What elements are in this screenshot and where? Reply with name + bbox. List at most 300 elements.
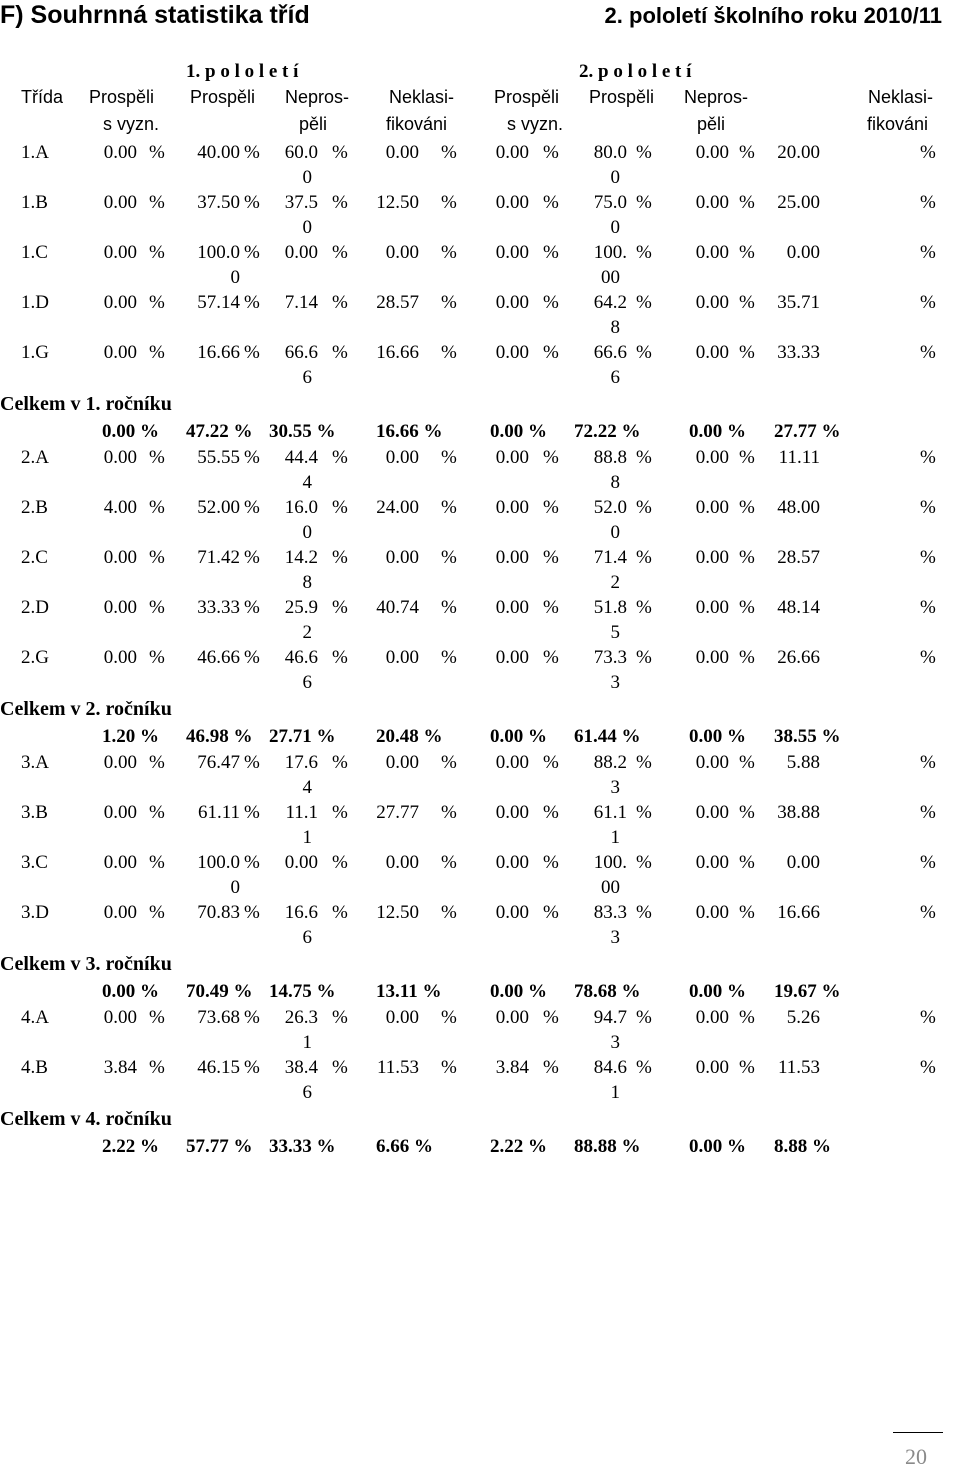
percent-sign: % [920, 497, 936, 518]
cell-value: 0.00 [786, 852, 820, 873]
cell-value: 0.00 [495, 597, 529, 618]
cell-value: 66.6 [284, 342, 318, 363]
percent-sign: % [739, 447, 755, 468]
grade-total-value: 27.71 % [269, 726, 336, 747]
percent-sign: % [920, 547, 936, 568]
percent-sign: % [332, 497, 348, 518]
row-class-name: 3.B [21, 802, 48, 823]
cell-value: 44.4 [284, 447, 318, 468]
cell-value-wrap: 1 [610, 827, 620, 848]
cell-value: 16.66 [777, 902, 820, 923]
percent-sign: % [543, 902, 559, 923]
cell-value: 37.50 [197, 192, 240, 213]
cell-value: 0.00 [695, 497, 729, 518]
cell-value: 3.84 [495, 1057, 529, 1078]
grade-total-value: 78.68 % [574, 981, 641, 1002]
cell-value: 16.66 [376, 342, 419, 363]
cell-value: 0.00 [495, 447, 529, 468]
cell-value: 0.00 [103, 752, 137, 773]
cell-value: 25.9 [284, 597, 318, 618]
percent-sign: % [920, 902, 936, 923]
row-class-name: 4.A [21, 1007, 49, 1028]
percent-sign: % [920, 1057, 936, 1078]
percent-sign: % [441, 447, 457, 468]
cell-value: 46.6 [284, 647, 318, 668]
percent-sign: % [920, 242, 936, 263]
grade-total-value: 0.00 % [102, 421, 159, 442]
grade-total-value: 20.48 % [376, 726, 443, 747]
percent-sign: % [441, 497, 457, 518]
grade-total-label: Celkem v 3. ročníku [0, 953, 172, 975]
grade-total-value: 0.00 % [689, 421, 746, 442]
cell-value: 0.00 [103, 1007, 137, 1028]
cell-value-wrap: 3 [610, 777, 620, 798]
cell-value: 0.00 [103, 447, 137, 468]
percent-sign: % [739, 647, 755, 668]
cell-value: 16.66 [197, 342, 240, 363]
grade-total-label: Celkem v 4. ročníku [0, 1108, 172, 1130]
percent-sign: % [441, 647, 457, 668]
percent-sign: % [244, 497, 260, 518]
percent-sign: % [739, 242, 755, 263]
percent-sign: % [636, 902, 652, 923]
cell-value: 0.00 [103, 852, 137, 873]
cell-value: 38.88 [777, 802, 820, 823]
header-peli-1: pěli [299, 114, 328, 134]
percent-sign: % [244, 1057, 260, 1078]
cell-value: 76.47 [197, 752, 240, 773]
cell-value: 11.11 [778, 447, 820, 468]
cell-value-wrap: 4 [302, 777, 312, 798]
row-class-name: 3.C [21, 852, 48, 873]
percent-sign: % [739, 292, 755, 313]
cell-value-wrap: 00 [601, 877, 620, 898]
cell-value: 0.00 [695, 752, 729, 773]
cell-value: 0.00 [385, 647, 419, 668]
cell-value: 0.00 [103, 192, 137, 213]
percent-sign: % [244, 647, 260, 668]
percent-sign: % [149, 647, 165, 668]
percent-sign: % [920, 292, 936, 313]
cell-value: 94.7 [593, 1007, 627, 1028]
cell-value: 48.14 [777, 597, 820, 618]
percent-sign: % [543, 1007, 559, 1028]
percent-sign: % [543, 752, 559, 773]
percent-sign: % [543, 802, 559, 823]
cell-value: 11.53 [777, 1057, 820, 1078]
percent-sign: % [332, 852, 348, 873]
row-class-name: 4.B [21, 1057, 48, 1078]
grade-total-value: 0.00 % [689, 1136, 746, 1157]
percent-sign: % [543, 547, 559, 568]
grade-total-value: 13.11 % [376, 981, 442, 1002]
grade-total-value: 46.98 % [186, 726, 253, 747]
cell-value: 0.00 [695, 852, 729, 873]
percent-sign: % [920, 447, 936, 468]
percent-sign: % [332, 597, 348, 618]
cell-value: 100.0 [197, 242, 240, 263]
row-class-name: 1.B [21, 192, 48, 213]
cell-value-wrap: 3 [610, 1032, 620, 1053]
cell-value: 33.33 [197, 597, 240, 618]
cell-value: 0.00 [495, 852, 529, 873]
cell-value: 0.00 [495, 242, 529, 263]
percent-sign: % [920, 342, 936, 363]
cell-value: 55.55 [197, 447, 240, 468]
cell-value-wrap: 5 [610, 622, 620, 643]
percent-sign: % [149, 242, 165, 263]
header-neprospeli-1: Nepros- [285, 87, 350, 107]
cell-value: 12.50 [376, 902, 419, 923]
percent-sign: % [332, 802, 348, 823]
cell-value: 17.6 [284, 752, 318, 773]
cell-value: 28.57 [777, 547, 820, 568]
row-class-name: 1.G [21, 342, 49, 363]
header-peli-2: pěli [697, 114, 726, 134]
cell-value: 100.0 [197, 852, 240, 873]
cell-value: 0.00 [695, 142, 729, 163]
percent-sign: % [332, 447, 348, 468]
percent-sign: % [543, 242, 559, 263]
cell-value: 46.15 [197, 1057, 240, 1078]
percent-sign: % [244, 1007, 260, 1028]
percent-sign: % [739, 802, 755, 823]
cell-value: 0.00 [695, 342, 729, 363]
cell-value: 52.00 [197, 497, 240, 518]
cell-value: 64.2 [593, 292, 627, 313]
percent-sign: % [149, 342, 165, 363]
percent-sign: % [244, 447, 260, 468]
cell-value-wrap: 6 [302, 672, 312, 693]
grade-total-value: 2.22 % [490, 1136, 547, 1157]
percent-sign: % [149, 142, 165, 163]
row-class-name: 1.C [21, 242, 48, 263]
percent-sign: % [739, 547, 755, 568]
percent-sign: % [441, 342, 457, 363]
cell-value: 0.00 [495, 547, 529, 568]
percent-sign: % [332, 547, 348, 568]
percent-sign: % [920, 597, 936, 618]
grade-total-value: 0.00 % [102, 981, 159, 1002]
grade-total-value: 33.33 % [269, 1136, 336, 1157]
row-class-name: 2.A [21, 447, 49, 468]
percent-sign: % [543, 1057, 559, 1078]
cell-value: 0.00 [786, 242, 820, 263]
cell-value: 11.53 [376, 1057, 419, 1078]
grade-total-value: 47.22 % [186, 421, 253, 442]
row-class-name: 1.A [21, 142, 49, 163]
percent-sign: % [149, 902, 165, 923]
percent-sign: % [636, 142, 652, 163]
header-prospeli-2: Prospěli [589, 87, 655, 107]
percent-sign: % [149, 1057, 165, 1078]
cell-value: 0.00 [103, 647, 137, 668]
cell-value: 14.2 [284, 547, 318, 568]
half2-label: 2. p o l o l e t í [579, 61, 692, 82]
cell-value: 0.00 [695, 1007, 729, 1028]
cell-value: 0.00 [495, 497, 529, 518]
grade-total-value: 1.20 % [102, 726, 159, 747]
cell-value: 28.57 [376, 292, 419, 313]
cell-value: 0.00 [103, 342, 137, 363]
cell-value: 0.00 [695, 647, 729, 668]
page-title: F) Souhrnná statistika tříd [0, 1, 310, 29]
percent-sign: % [543, 852, 559, 873]
cell-value-wrap: 0 [302, 167, 312, 188]
percent-sign: % [739, 597, 755, 618]
cell-value: 0.00 [695, 1057, 729, 1078]
cell-value: 80.0 [593, 142, 627, 163]
percent-sign: % [543, 292, 559, 313]
percent-sign: % [332, 292, 348, 313]
cell-value: 0.00 [385, 852, 419, 873]
percent-sign: % [441, 597, 457, 618]
cell-value: 0.00 [103, 547, 137, 568]
cell-value-wrap: 8 [610, 472, 620, 493]
cell-value: 0.00 [695, 447, 729, 468]
cell-value: 0.00 [695, 597, 729, 618]
percent-sign: % [149, 752, 165, 773]
header-prospeli-vyzn-1: Prospěli [89, 87, 155, 107]
cell-value: 0.00 [103, 142, 137, 163]
percent-sign: % [543, 497, 559, 518]
percent-sign: % [244, 242, 260, 263]
cell-value-wrap: 2 [302, 622, 312, 643]
percent-sign: % [244, 342, 260, 363]
cell-value: 0.00 [385, 1007, 419, 1028]
percent-sign: % [739, 902, 755, 923]
row-class-name: 3.D [21, 902, 49, 923]
grade-total-value: 14.75 % [269, 981, 336, 1002]
row-class-name: 2.D [21, 597, 49, 618]
percent-sign: % [636, 292, 652, 313]
cell-value: 0.00 [695, 902, 729, 923]
cell-value: 0.00 [284, 852, 318, 873]
grade-total-value: 0.00 % [689, 981, 746, 1002]
percent-sign: % [244, 852, 260, 873]
cell-value: 88.2 [593, 752, 627, 773]
cell-value: 100. [593, 242, 627, 263]
grade-total-value: 6.66 % [376, 1136, 433, 1157]
grade-total-value: 61.44 % [574, 726, 641, 747]
percent-sign: % [920, 802, 936, 823]
percent-sign: % [441, 902, 457, 923]
cell-value: 0.00 [495, 902, 529, 923]
cell-value: 0.00 [495, 142, 529, 163]
header-prospeli-1: Prospěli [190, 87, 256, 107]
cell-value: 0.00 [385, 242, 419, 263]
percent-sign: % [636, 597, 652, 618]
cell-value: 16.6 [284, 902, 318, 923]
cell-value: 100. [593, 852, 627, 873]
cell-value: 0.00 [385, 142, 419, 163]
cell-value: 70.83 [197, 902, 240, 923]
cell-value: 0.00 [385, 447, 419, 468]
grade-total-value: 8.88 % [774, 1136, 831, 1157]
cell-value: 11.1 [285, 802, 318, 823]
cell-value: 25.00 [777, 192, 820, 213]
cell-value-wrap: 0 [610, 522, 620, 543]
row-class-name: 2.G [21, 647, 49, 668]
cell-value: 60.0 [284, 142, 318, 163]
percent-sign: % [149, 547, 165, 568]
percent-sign: % [920, 192, 936, 213]
percent-sign: % [332, 752, 348, 773]
percent-sign: % [441, 142, 457, 163]
percent-sign: % [332, 342, 348, 363]
cell-value: 48.00 [777, 497, 820, 518]
cell-value: 73.68 [197, 1007, 240, 1028]
cell-value: 24.00 [376, 497, 419, 518]
percent-sign: % [149, 292, 165, 313]
percent-sign: % [739, 1057, 755, 1078]
row-class-name: 3.A [21, 752, 49, 773]
percent-sign: % [543, 597, 559, 618]
cell-value: 51.8 [593, 597, 627, 618]
percent-sign: % [739, 142, 755, 163]
percent-sign: % [441, 852, 457, 873]
cell-value: 0.00 [695, 292, 729, 313]
cell-value: 3.84 [103, 1057, 137, 1078]
percent-sign: % [244, 902, 260, 923]
header-neprospeli-2: Nepros- [684, 87, 749, 107]
grade-total-value: 0.00 % [689, 726, 746, 747]
percent-sign: % [636, 1057, 652, 1078]
cell-value: 5.26 [786, 1007, 820, 1028]
percent-sign: % [636, 802, 652, 823]
cell-value: 46.66 [197, 647, 240, 668]
grade-total-value: 57.77 % [186, 1136, 253, 1157]
header-fikovani-2: fikováni [867, 114, 929, 134]
percent-sign: % [543, 142, 559, 163]
cell-value: 40.74 [376, 597, 419, 618]
grade-total-label: Celkem v 2. ročníku [0, 698, 172, 720]
grade-total-value: 19.67 % [774, 981, 841, 1002]
cell-value: 16.0 [284, 497, 318, 518]
cell-value: 0.00 [103, 802, 137, 823]
cell-value: 0.00 [695, 547, 729, 568]
cell-value: 0.00 [103, 902, 137, 923]
percent-sign: % [636, 1007, 652, 1028]
percent-sign: % [441, 752, 457, 773]
cell-value: 20.00 [777, 142, 820, 163]
cell-value: 71.42 [197, 547, 240, 568]
cell-value-wrap: 1 [302, 1032, 312, 1053]
percent-sign: % [920, 1007, 936, 1028]
cell-value: 0.00 [385, 547, 419, 568]
percent-sign: % [739, 852, 755, 873]
grade-total-value: 27.77 % [774, 421, 841, 442]
header-trida: Třída [21, 87, 64, 107]
percent-sign: % [244, 802, 260, 823]
percent-sign: % [332, 902, 348, 923]
percent-sign: % [441, 802, 457, 823]
percent-sign: % [739, 1007, 755, 1028]
cell-value-wrap: 0 [610, 167, 620, 188]
percent-sign: % [543, 447, 559, 468]
cell-value-wrap: 4 [302, 472, 312, 493]
percent-sign: % [332, 1057, 348, 1078]
percent-sign: % [920, 647, 936, 668]
percent-sign: % [636, 342, 652, 363]
row-class-name: 2.C [21, 547, 48, 568]
percent-sign: % [920, 142, 936, 163]
percent-sign: % [739, 342, 755, 363]
cell-value: 0.00 [103, 597, 137, 618]
header-vyzn-2: s vyzn. [507, 114, 564, 134]
cell-value: 0.00 [284, 242, 318, 263]
row-class-name: 1.D [21, 292, 49, 313]
cell-value: 0.00 [495, 292, 529, 313]
cell-value: 61.11 [197, 802, 240, 823]
percent-sign: % [332, 192, 348, 213]
cell-value: 57.14 [197, 292, 240, 313]
cell-value: 0.00 [495, 752, 529, 773]
percent-sign: % [441, 1007, 457, 1028]
grade-total-value: 70.49 % [186, 981, 253, 1002]
percent-sign: % [543, 342, 559, 363]
percent-sign: % [244, 597, 260, 618]
percent-sign: % [636, 497, 652, 518]
percent-sign: % [332, 242, 348, 263]
cell-value: 12.50 [376, 192, 419, 213]
header-vyzn-1: s vyzn. [103, 114, 160, 134]
percent-sign: % [149, 852, 165, 873]
percent-sign: % [739, 192, 755, 213]
percent-sign: % [441, 292, 457, 313]
grade-total-value: 72.22 % [574, 421, 641, 442]
cell-value-wrap: 3 [610, 927, 620, 948]
cell-value: 0.00 [495, 647, 529, 668]
percent-sign: % [149, 1007, 165, 1028]
cell-value-wrap: 0 [230, 877, 240, 898]
cell-value: 84.6 [593, 1057, 627, 1078]
cell-value: 7.14 [284, 292, 318, 313]
cell-value: 0.00 [695, 242, 729, 263]
grade-total-value: 16.66 % [376, 421, 443, 442]
percent-sign: % [441, 1057, 457, 1078]
percent-sign: % [636, 242, 652, 263]
semester-heading: 2. pololetí školního roku 2010/11 [604, 3, 942, 28]
cell-value-wrap: 1 [610, 1082, 620, 1103]
grade-total-value: 2.22 % [102, 1136, 159, 1157]
cell-value: 0.00 [495, 192, 529, 213]
cell-value: 26.3 [284, 1007, 318, 1028]
grade-total-value: 0.00 % [490, 981, 547, 1002]
cell-value-wrap: 0 [610, 217, 620, 238]
cell-value-wrap: 6 [302, 1082, 312, 1103]
cell-value-wrap: 0 [302, 217, 312, 238]
cell-value: 52.0 [593, 497, 627, 518]
cell-value: 0.00 [695, 192, 729, 213]
cell-value: 26.66 [777, 647, 820, 668]
percent-sign: % [636, 647, 652, 668]
cell-value: 75.0 [593, 192, 627, 213]
cell-value: 0.00 [385, 752, 419, 773]
cell-value: 0.00 [103, 292, 137, 313]
percent-sign: % [244, 752, 260, 773]
cell-value: 38.4 [284, 1057, 318, 1078]
cell-value-wrap: 1 [302, 827, 312, 848]
percent-sign: % [636, 192, 652, 213]
cell-value: 5.88 [786, 752, 820, 773]
percent-sign: % [149, 597, 165, 618]
cell-value-wrap: 8 [302, 572, 312, 593]
percent-sign: % [920, 752, 936, 773]
percent-sign: % [244, 547, 260, 568]
row-class-name: 2.B [21, 497, 48, 518]
grade-total-value: 0.00 % [490, 421, 547, 442]
